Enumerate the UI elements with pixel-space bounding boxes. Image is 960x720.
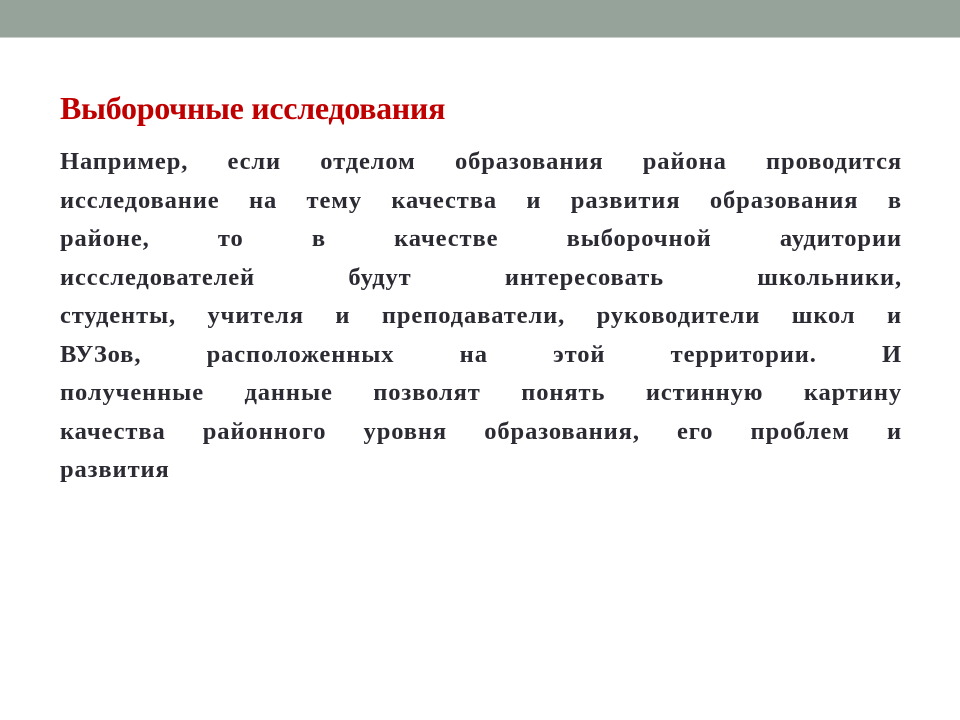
slide-body-text: [60, 143, 902, 490]
body-line: ВУЗов, расположенных на этой территории. И: [60, 340, 902, 368]
top-decorative-bar: [0, 0, 960, 38]
body-line: районе, то в качестве выборочной аудитории: [60, 225, 902, 252]
body-line: исследование на тему качества и развития образования в: [60, 186, 902, 214]
body-line: развития: [60, 456, 170, 483]
body-line: Например, если отделом образования района проводится: [60, 148, 902, 175]
body-line: полученные данные позволят понять истинную картину: [60, 379, 902, 406]
body-line: качества районного уровня образования, его проблем и: [60, 417, 902, 445]
body-line: иссследователей будут интересовать школьники,: [60, 263, 902, 291]
body-line: студенты, учителя и преподаватели, руководители школ и: [60, 302, 902, 329]
slide-title: Выборочные исследования: [60, 90, 446, 126]
